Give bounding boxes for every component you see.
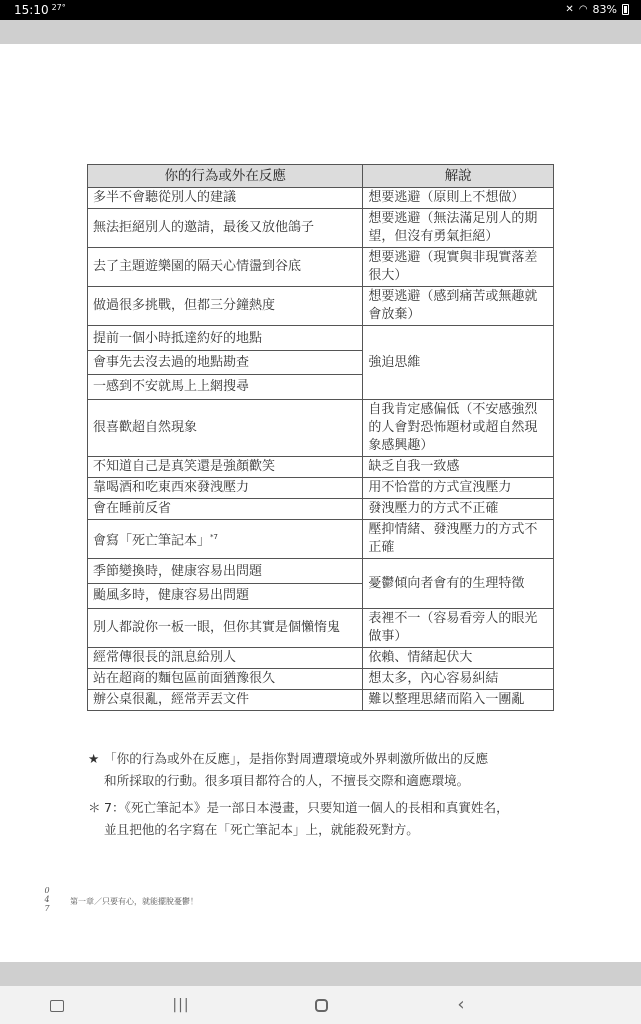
- chapter-title: 第一章／只要有心，就能擺脫憂鬱！: [70, 897, 198, 906]
- behavior-cell: 很喜歡超自然現象: [88, 400, 363, 457]
- note-line: 「你的行為或外在反應」，是指你對周遭環境或外界刺激所做出的反應: [104, 751, 489, 766]
- behavior-item: 一感到不安就馬上上網搜尋: [93, 379, 250, 394]
- behavior-cell: 會在睡前反省: [88, 499, 363, 520]
- system-nav-bar: [0, 986, 641, 1024]
- explanation-cell: 用不恰當的方式宣洩壓力: [363, 478, 554, 499]
- page-digit: 4: [44, 895, 50, 904]
- status-temp: 27°: [51, 3, 66, 12]
- asterisk-mark: ＊: [88, 800, 101, 815]
- explanation-cell: 難以整理思緒而陷入一團亂: [363, 690, 554, 711]
- explanation-cell: 想太多，內心容易糾結: [363, 669, 554, 690]
- table-row: [88, 609, 554, 648]
- star-mark: ★: [88, 751, 100, 766]
- explanation-cell: 想要逃避（原則上不想做）: [363, 188, 554, 209]
- page-digit: 0: [44, 886, 50, 895]
- note-line: 並且把他的名字寫在「死亡筆記本」上，就能殺死對方。: [104, 822, 419, 837]
- explanation-cell: 想要逃避（無法滿足別人的期望，但沒有勇氣拒絕）: [363, 209, 554, 248]
- table-row: [88, 648, 554, 669]
- recents-icon[interactable]: |||: [172, 997, 190, 1013]
- behavior-cell: 去了主題遊樂園的隔天心情盪到谷底: [88, 248, 363, 287]
- battery-percent: 83%: [592, 3, 617, 16]
- behavior-cell-group: [88, 326, 363, 400]
- table-row: [88, 690, 554, 711]
- explanation-cell: 表裡不一（容易看旁人的眼光做事）: [363, 609, 554, 648]
- status-time: 15:10 $^{27^\circ}$: [14, 3, 66, 17]
- page-digit: 7: [44, 904, 50, 913]
- explanation-cell: 發洩壓力的方式不正確: [363, 499, 554, 520]
- battery-icon: [622, 4, 629, 15]
- behavior-text: 會寫「死亡筆記本」: [93, 533, 211, 549]
- table-row: [88, 457, 554, 478]
- table-row: [88, 400, 554, 457]
- explanation-cell: 想要逃避（現實與非現實落差很大）: [363, 248, 554, 287]
- behavior-cell: 站在超商的麵包區前面猶豫很久: [88, 669, 363, 690]
- note-line: 和所採取的行動。很多項目都符合的人，不擅長交際和適應環境。: [104, 773, 470, 788]
- page-number: [43, 886, 51, 913]
- wifi-icon: ◠: [578, 4, 588, 15]
- table-row: [88, 669, 554, 690]
- status-bar: [0, 0, 641, 20]
- table-row: [88, 188, 554, 209]
- table-row: [88, 499, 554, 520]
- note-line: 7：《死亡筆記本》是一部日本漫畫，只要知道一個人的長相和真實姓名，: [104, 800, 509, 815]
- table-row: [88, 478, 554, 499]
- behavior-cell: 經常傳很長的訊息給別人: [88, 648, 363, 669]
- behavior-cell: 無法拒絕別人的邀請，最後又放他鴿子: [88, 209, 363, 248]
- explanation-cell: 強迫思維: [363, 326, 554, 400]
- explanation-cell: 依賴、情緒起伏大: [363, 648, 554, 669]
- behavior-cell: 做過很多挑戰，但都三分鐘熱度: [88, 287, 363, 326]
- reader-bottom-bar[interactable]: [0, 962, 641, 986]
- table-row: [88, 326, 554, 400]
- behavior-cell: 辦公桌很亂，經常弄丟文件: [88, 690, 363, 711]
- behavior-item: 季節變換時，健康容易出問題: [88, 560, 362, 584]
- behavior-table: [87, 164, 554, 711]
- explanation-cell: 缺乏自我一致感: [363, 457, 554, 478]
- explanation-cell: 憂鬱傾向者會有的生理特徵: [363, 559, 554, 609]
- back-icon[interactable]: ‹: [457, 994, 465, 1015]
- note-footnote-7: [88, 797, 558, 841]
- behavior-cell: 不知道自己是真笑還是強顏歡笑: [88, 457, 363, 478]
- explanation-cell: 自我肯定感偏低（不安感強烈的人會對恐怖題材或超自然現象感興趣）: [363, 400, 554, 457]
- header-explanation: 解說: [363, 165, 554, 188]
- behavior-cell: 別人都說你一板一眼，但你其實是個懶惰鬼: [88, 609, 363, 648]
- header-behavior: 你的行為或外在反應: [88, 165, 363, 188]
- behavior-cell: 多半不會聽從別人的建議: [88, 188, 363, 209]
- table-row: [88, 248, 554, 287]
- reader-top-bar[interactable]: [0, 20, 641, 44]
- behavior-item: 颱風多時，健康容易出問題: [93, 588, 250, 603]
- explanation-cell: 想要逃避（感到痛苦或無趣就會放棄）: [363, 287, 554, 326]
- behavior-item: 會事先去沒去過的地點勘查: [88, 351, 362, 375]
- behavior-item: 提前一個小時抵達約好的地點: [88, 327, 362, 351]
- behavior-cell-group: [88, 559, 363, 609]
- table-row: [88, 209, 554, 248]
- table-row: [88, 287, 554, 326]
- table-row: [88, 520, 554, 559]
- behavior-cell: 靠喝酒和吃東西來發洩壓力: [88, 478, 363, 499]
- footnote-ref: *7: [210, 532, 218, 541]
- screenshot-tool-icon[interactable]: [46, 994, 68, 1016]
- home-icon[interactable]: [310, 994, 332, 1016]
- note-star: [88, 748, 558, 792]
- explanation-cell: 壓抑情緒、發洩壓力的方式不正確: [363, 520, 554, 559]
- table-header-row: [88, 165, 554, 188]
- behavior-cell: [88, 520, 363, 559]
- table-row: [88, 559, 554, 609]
- mute-icon: ✕: [565, 4, 574, 15]
